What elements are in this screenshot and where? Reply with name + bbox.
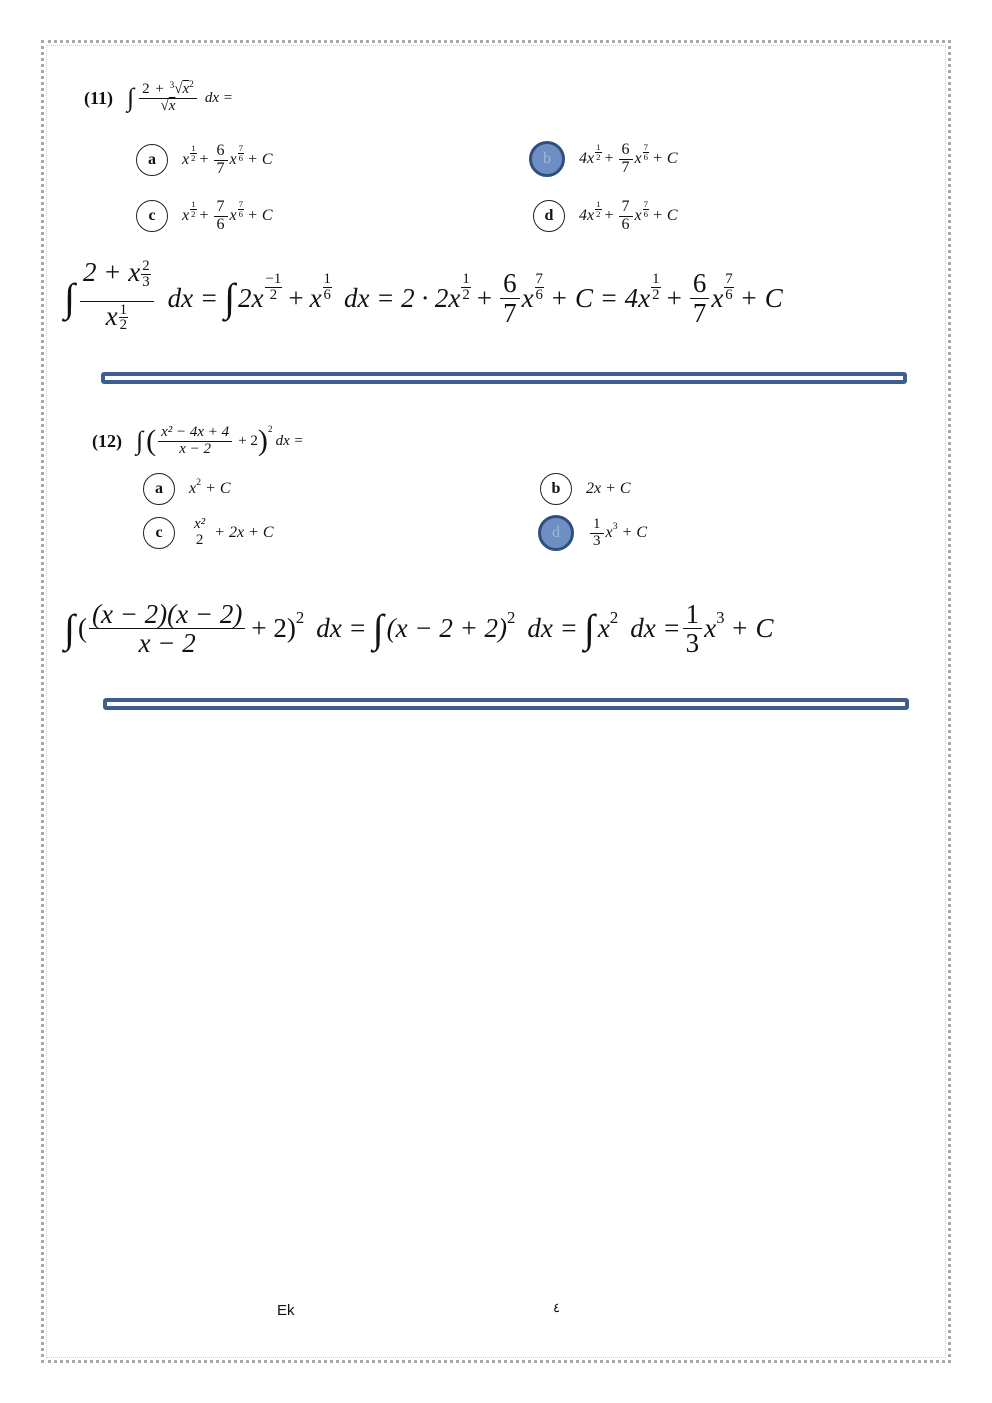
option-letter: c xyxy=(143,517,175,549)
footer-author: Ek xyxy=(277,1302,295,1319)
question-number: (11) xyxy=(84,87,113,108)
section-divider xyxy=(101,372,907,384)
question-11-header xyxy=(84,82,233,115)
option-expression: x $\frac{1}{2}$ + $\frac{6}{7}$ x $\frac{7}{6}$ + C xyxy=(182,142,273,177)
option-c[interactable] xyxy=(143,517,274,549)
option-letter-selected: d xyxy=(538,515,574,551)
option-expression: x² 2 + 2x + C xyxy=(194,516,274,548)
option-a[interactable] xyxy=(136,143,273,178)
option-expression: 4x $\frac{1}{2}$ + $\frac{7}{6}$ x $\frac{7}{6}$ + C xyxy=(579,198,678,233)
option-expression: x $\frac{1}{2}$ + $\frac{7}{6}$ x $\frac{7}{6}$ + C xyxy=(182,198,273,233)
option-letter: a xyxy=(136,144,168,176)
option-d[interactable] xyxy=(533,199,678,234)
option-c[interactable] xyxy=(136,199,273,234)
option-letter: b xyxy=(540,473,572,505)
solution-11: ∫ 2 + x $\frac{2}{3}$ x $\frac{1}{2}$ dx = ∫ 2x $\frac{-1}{2}$ + x $\frac{1}{6}$ dx = 2 · 2x $\frac{1}{2}$ + $\frac{6}{7}$ x $\frac{7}{6}$ + C = 4x $\frac{1}{2}$ + $\frac{6}{7}$ x $\frac{7}{6}$ + C xyxy=(64,257,783,334)
option-b[interactable] xyxy=(529,141,678,177)
question-12-header xyxy=(92,424,304,458)
section-divider xyxy=(103,698,909,710)
question-number: (12) xyxy=(92,430,122,451)
option-expression: x 2 + C xyxy=(189,477,231,497)
question-11-expression: ∫ $\frac{2 + ^3√x^2}{√x}$ dx = xyxy=(127,80,233,114)
option-letter-selected: b xyxy=(529,141,565,177)
option-d[interactable] xyxy=(538,515,647,551)
option-expression: 4x $\frac{1}{2}$ + $\frac{6}{7}$ x $\frac{7}{6}$ + C xyxy=(579,140,678,176)
option-letter: c xyxy=(136,200,168,232)
question-12-expression: ∫ ( $\frac{\text{x² − 4x + 4}}{x - 2}$ + 2 ) 2 dx = xyxy=(136,423,304,457)
option-b[interactable] xyxy=(540,473,631,505)
option-expression: $\frac{1}{3}$ x 3 + C xyxy=(588,517,647,550)
option-letter: d xyxy=(533,200,565,232)
option-expression: 2x + C xyxy=(586,480,631,497)
solution-12: ∫ ( $\frac{(x - 2)(x - 2)}{x - 2}$ + 2) 2 dx = ∫ (x − 2 + 2) 2 dx = ∫ x 2 dx = $\frac{1}{3}$ x 3 + C xyxy=(64,599,774,659)
option-letter: a xyxy=(143,473,175,505)
page-number: ٤ xyxy=(553,1300,560,1315)
option-a[interactable] xyxy=(143,473,231,505)
